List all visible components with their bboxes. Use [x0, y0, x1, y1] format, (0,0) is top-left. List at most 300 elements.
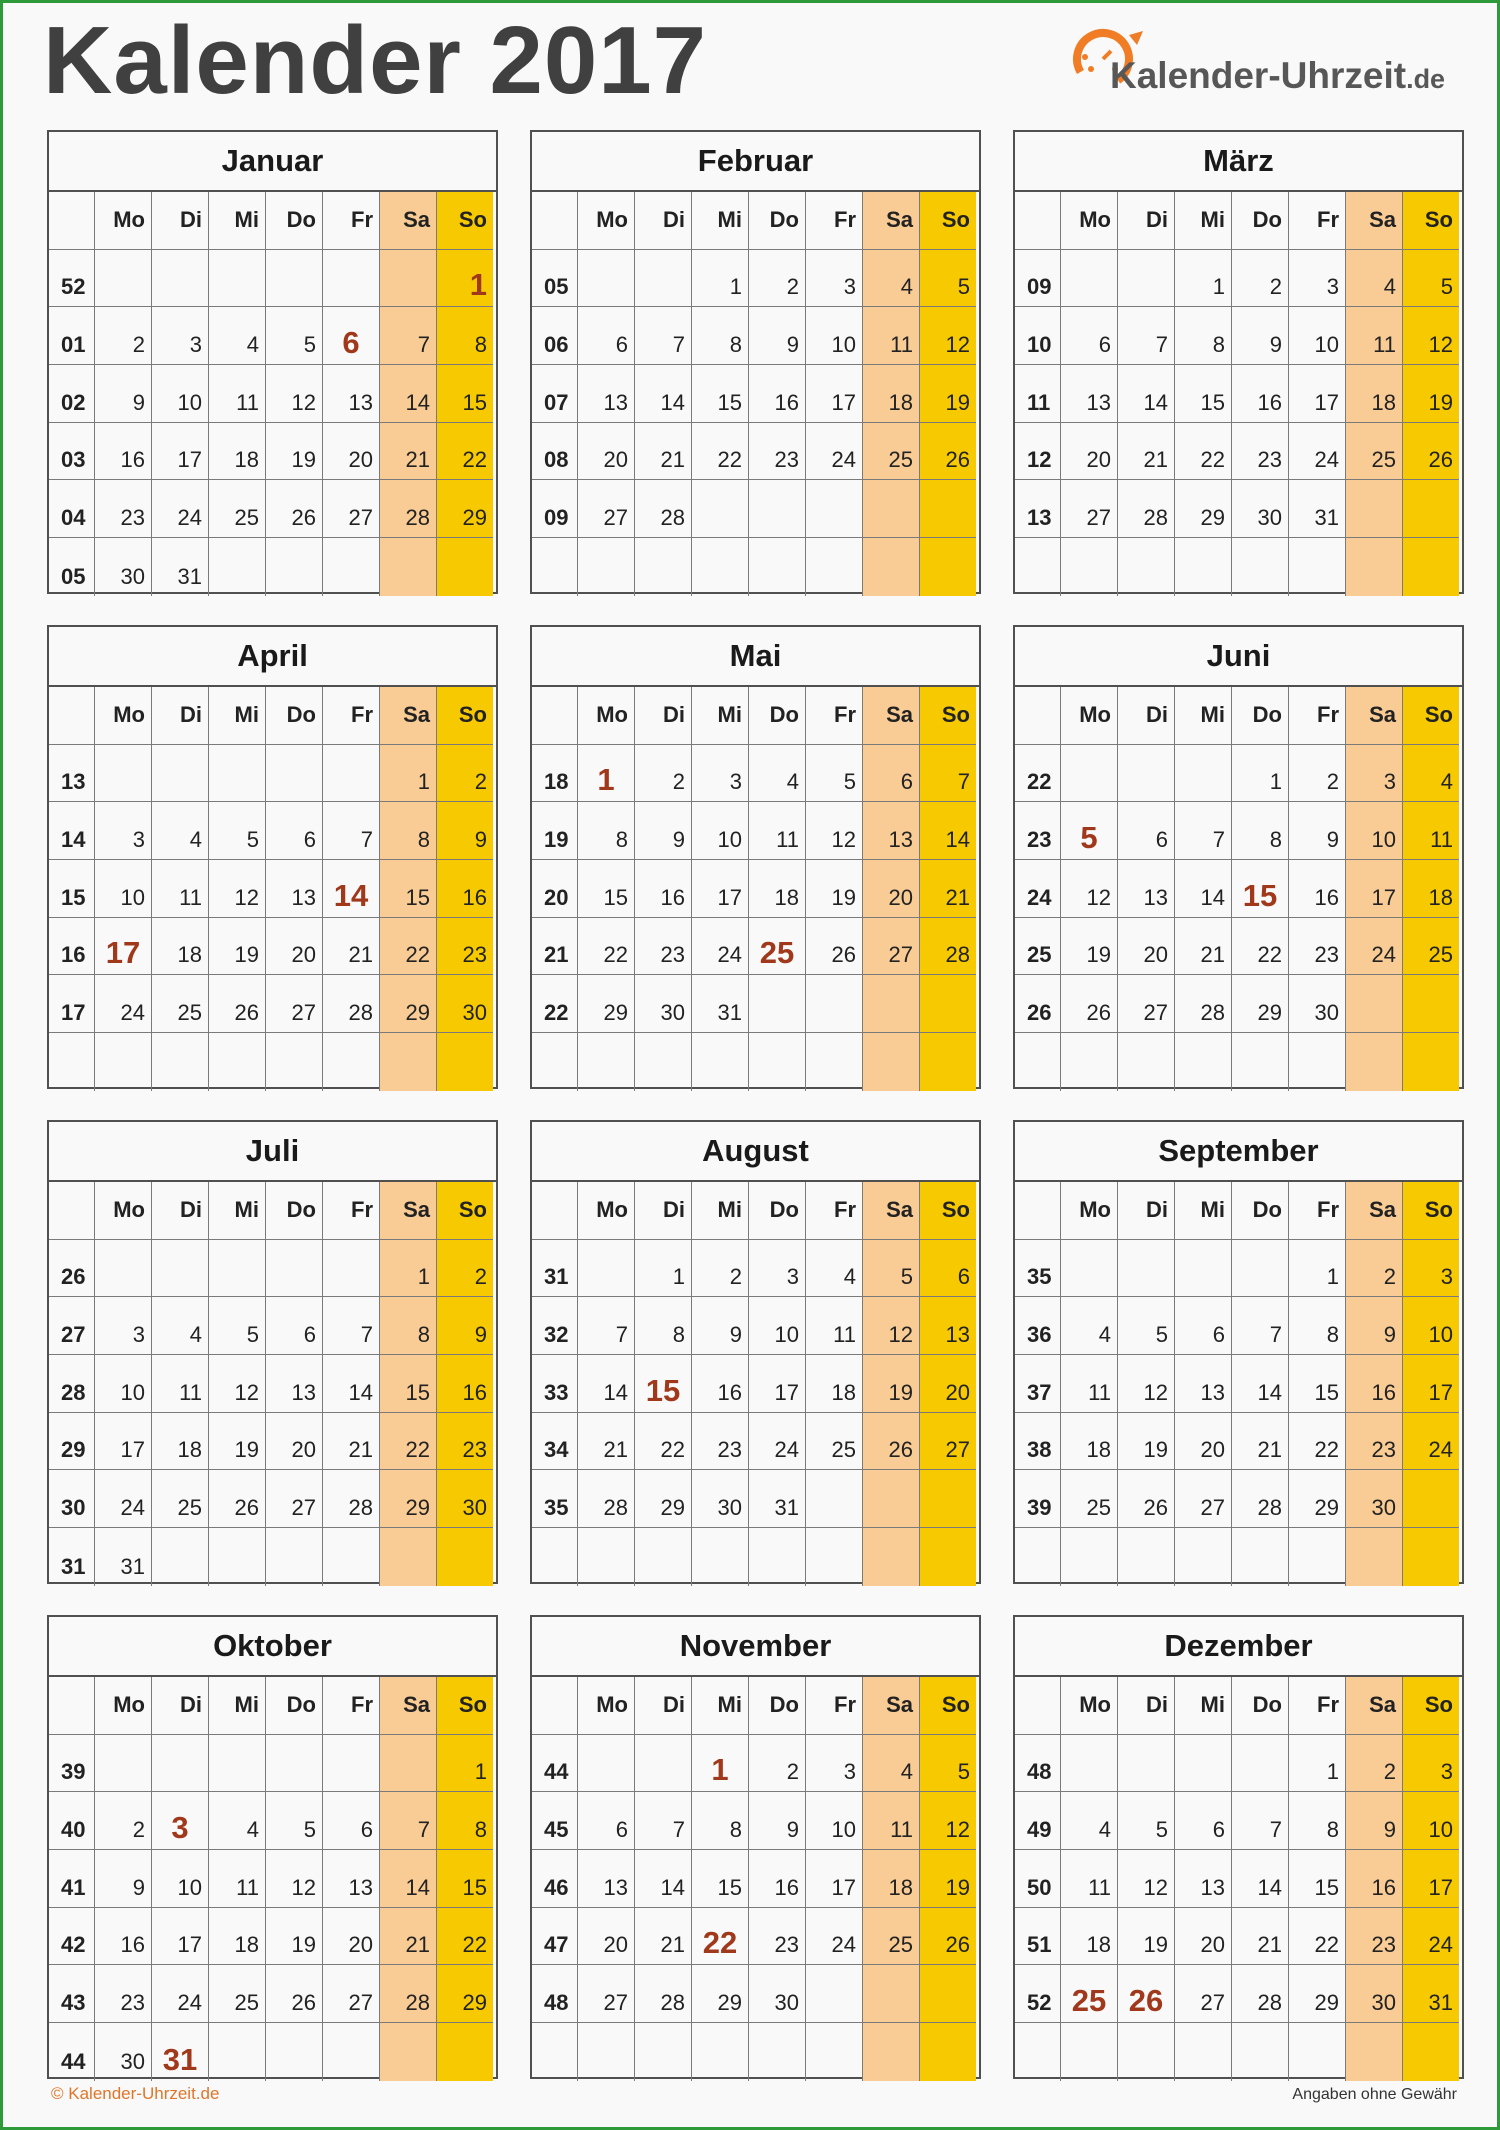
day-cell: 11 [209, 1850, 266, 1908]
day-cell: 2 [749, 250, 806, 308]
empty-day-cell [95, 1033, 152, 1091]
day-cell: 9 [437, 1297, 493, 1355]
day-cell: 6 [578, 1792, 635, 1850]
day-cell: 7 [380, 1792, 437, 1850]
empty-day-cell [692, 2023, 749, 2081]
day-cell: 24 [806, 1908, 863, 1966]
empty-day-cell [578, 250, 635, 308]
day-cell: 14 [380, 1850, 437, 1908]
week-number: 32 [532, 1297, 578, 1355]
week-number: 50 [1015, 1850, 1061, 1908]
empty-day-cell [1061, 538, 1118, 596]
empty-day-cell [1061, 1528, 1118, 1586]
month-grid [532, 1182, 979, 1584]
weekday-header: Do [749, 1677, 806, 1735]
week-number: 39 [1015, 1470, 1061, 1528]
empty-day-cell [806, 2023, 863, 2081]
day-cell: 17 [692, 860, 749, 918]
empty-day-cell [635, 2023, 692, 2081]
weekday-header: Fr [806, 687, 863, 745]
day-cell: 15 [1289, 1355, 1346, 1413]
day-cell: 26 [1403, 423, 1459, 481]
day-cell: 16 [1346, 1850, 1403, 1908]
day-cell: 28 [635, 1965, 692, 2023]
month-title: September [1015, 1122, 1462, 1182]
day-cell: 16 [692, 1355, 749, 1413]
month-block [47, 625, 498, 1089]
day-cell: 28 [380, 1965, 437, 2023]
day-cell: 18 [1403, 860, 1459, 918]
weekday-header: So [437, 1677, 493, 1735]
day-cell: 19 [1118, 1908, 1175, 1966]
day-cell: 24 [152, 1965, 209, 2023]
day-cell: 12 [209, 860, 266, 918]
week-number: 24 [1015, 860, 1061, 918]
day-cell: 30 [692, 1470, 749, 1528]
day-cell: 6 [1118, 802, 1175, 860]
week-header [532, 192, 578, 250]
day-cell: 9 [437, 802, 493, 860]
empty-day-cell [152, 1033, 209, 1091]
weekday-header: Do [266, 1677, 323, 1735]
weekday-header: Do [266, 192, 323, 250]
day-cell: 15 [380, 1355, 437, 1413]
day-cell: 27 [266, 975, 323, 1033]
day-cell: 14 [380, 365, 437, 423]
week-header [49, 1182, 95, 1240]
day-cell: 19 [266, 423, 323, 481]
day-cell: 25 [152, 975, 209, 1033]
day-cell: 2 [95, 1792, 152, 1850]
day-cell: 13 [323, 365, 380, 423]
day-cell: 13 [1118, 860, 1175, 918]
week-header [49, 192, 95, 250]
day-cell: 14 [635, 1850, 692, 1908]
day-cell: 8 [380, 1297, 437, 1355]
day-cell: 7 [323, 1297, 380, 1355]
day-cell: 7 [1175, 802, 1232, 860]
day-cell: 12 [1118, 1355, 1175, 1413]
day-cell: 24 [1346, 918, 1403, 976]
weekday-header: Sa [380, 192, 437, 250]
empty-day-cell [1289, 538, 1346, 596]
weekday-header: Mi [692, 1677, 749, 1735]
day-cell: 13 [578, 1850, 635, 1908]
day-cell: 26 [209, 1470, 266, 1528]
empty-day-cell [380, 1528, 437, 1586]
day-cell: 18 [1346, 365, 1403, 423]
week-number [1015, 538, 1061, 596]
month-grid [1015, 1182, 1462, 1584]
day-cell: 25 [152, 1470, 209, 1528]
day-cell: 20 [1175, 1908, 1232, 1966]
month-grid [532, 687, 979, 1089]
week-number: 45 [532, 1792, 578, 1850]
day-cell: 23 [749, 1908, 806, 1966]
empty-day-cell [806, 480, 863, 538]
day-cell: 5 [209, 802, 266, 860]
day-cell: 27 [578, 1965, 635, 2023]
day-cell: 31 [749, 1470, 806, 1528]
holiday-day-cell: 22 [692, 1908, 749, 1966]
day-cell: 8 [1289, 1792, 1346, 1850]
logo-wordmark[interactable]: Kalender-Uhrzeit.de [1110, 55, 1446, 96]
day-cell: 15 [380, 860, 437, 918]
day-cell: 24 [1289, 423, 1346, 481]
weekday-header: Di [635, 1677, 692, 1735]
day-cell: 30 [1346, 1470, 1403, 1528]
week-number: 38 [1015, 1413, 1061, 1471]
empty-day-cell [635, 1033, 692, 1091]
empty-day-cell [806, 538, 863, 596]
month-grid [49, 192, 496, 594]
empty-day-cell [209, 1033, 266, 1091]
empty-day-cell [323, 1033, 380, 1091]
day-cell: 27 [266, 1470, 323, 1528]
day-cell: 13 [920, 1297, 976, 1355]
week-number [532, 1528, 578, 1586]
day-cell: 22 [437, 1908, 493, 1966]
day-cell: 10 [1346, 802, 1403, 860]
day-cell: 24 [692, 918, 749, 976]
day-cell: 3 [152, 307, 209, 365]
day-cell: 30 [749, 1965, 806, 2023]
weekday-header: Mo [578, 192, 635, 250]
weekday-header: Mo [578, 687, 635, 745]
day-cell: 21 [1232, 1908, 1289, 1966]
day-cell: 29 [437, 480, 493, 538]
day-cell: 4 [1061, 1297, 1118, 1355]
holiday-day-cell: 1 [692, 1735, 749, 1793]
week-number: 22 [532, 975, 578, 1033]
weekday-header: So [437, 687, 493, 745]
day-cell: 13 [1175, 1355, 1232, 1413]
weekday-header: Mo [578, 1677, 635, 1735]
day-cell: 15 [692, 365, 749, 423]
empty-day-cell [749, 1528, 806, 1586]
day-cell: 20 [578, 423, 635, 481]
empty-day-cell [266, 745, 323, 803]
day-cell: 22 [1232, 918, 1289, 976]
empty-day-cell [152, 250, 209, 308]
week-number: 44 [532, 1735, 578, 1793]
week-number: 21 [532, 918, 578, 976]
day-cell: 16 [1232, 365, 1289, 423]
empty-day-cell [1403, 480, 1459, 538]
day-cell: 21 [920, 860, 976, 918]
day-cell: 14 [1175, 860, 1232, 918]
empty-day-cell [863, 2023, 920, 2081]
empty-day-cell [1175, 2023, 1232, 2081]
empty-day-cell [1118, 2023, 1175, 2081]
empty-day-cell [1118, 1735, 1175, 1793]
day-cell: 8 [692, 1792, 749, 1850]
day-cell: 29 [1175, 480, 1232, 538]
week-number: 44 [49, 2023, 95, 2081]
day-cell: 10 [152, 1850, 209, 1908]
empty-day-cell [380, 2023, 437, 2081]
day-cell: 18 [863, 1850, 920, 1908]
month-block [47, 1615, 498, 2079]
week-number: 43 [49, 1965, 95, 2023]
weekday-header: Mo [95, 192, 152, 250]
weekday-header: Mi [1175, 1182, 1232, 1240]
day-cell: 1 [1175, 250, 1232, 308]
weekday-header: Fr [1289, 1677, 1346, 1735]
day-cell: 22 [1289, 1413, 1346, 1471]
day-cell: 8 [437, 1792, 493, 1850]
week-number: 03 [49, 423, 95, 481]
empty-day-cell [806, 1033, 863, 1091]
day-cell: 10 [749, 1297, 806, 1355]
day-cell: 30 [437, 1470, 493, 1528]
empty-day-cell [209, 745, 266, 803]
empty-day-cell [749, 480, 806, 538]
weekday-header: Mi [1175, 687, 1232, 745]
day-cell: 1 [437, 1735, 493, 1793]
day-cell: 5 [1118, 1792, 1175, 1850]
weekday-header: Mo [95, 687, 152, 745]
empty-day-cell [437, 2023, 493, 2081]
empty-day-cell [1175, 1735, 1232, 1793]
empty-day-cell [920, 1470, 976, 1528]
weekday-header: Mi [209, 192, 266, 250]
weekday-header: Sa [863, 1677, 920, 1735]
day-cell: 23 [95, 1965, 152, 2023]
week-number: 41 [49, 1850, 95, 1908]
week-number: 29 [49, 1413, 95, 1471]
day-cell: 3 [692, 745, 749, 803]
weekday-header: Mo [95, 1182, 152, 1240]
week-number [49, 1033, 95, 1091]
day-cell: 29 [380, 1470, 437, 1528]
month-grid [1015, 192, 1462, 594]
day-cell: 21 [578, 1413, 635, 1471]
day-cell: 26 [266, 1965, 323, 2023]
week-number: 19 [532, 802, 578, 860]
empty-day-cell [806, 1528, 863, 1586]
month-block [47, 130, 498, 594]
month-title: August [532, 1122, 979, 1182]
day-cell: 17 [152, 423, 209, 481]
day-cell: 28 [635, 480, 692, 538]
empty-day-cell [95, 250, 152, 308]
day-cell: 23 [437, 918, 493, 976]
empty-day-cell [323, 2023, 380, 2081]
week-number: 27 [49, 1297, 95, 1355]
day-cell: 13 [266, 1355, 323, 1413]
day-cell: 28 [323, 1470, 380, 1528]
empty-day-cell [266, 1735, 323, 1793]
weekday-header: So [1403, 1182, 1459, 1240]
weekday-header: Do [1232, 1677, 1289, 1735]
empty-day-cell [578, 1735, 635, 1793]
weekday-header: Do [266, 687, 323, 745]
day-cell: 17 [806, 1850, 863, 1908]
day-cell: 19 [920, 1850, 976, 1908]
empty-day-cell [323, 250, 380, 308]
week-number: 13 [1015, 480, 1061, 538]
empty-day-cell [95, 745, 152, 803]
day-cell: 23 [749, 423, 806, 481]
day-cell: 27 [1118, 975, 1175, 1033]
holiday-day-cell: 5 [1061, 802, 1118, 860]
day-cell: 21 [635, 1908, 692, 1966]
empty-day-cell [380, 250, 437, 308]
day-cell: 19 [209, 1413, 266, 1471]
weekday-header: Di [152, 1677, 209, 1735]
day-cell: 9 [692, 1297, 749, 1355]
day-cell: 4 [209, 307, 266, 365]
day-cell: 21 [380, 1908, 437, 1966]
week-header [1015, 192, 1061, 250]
day-cell: 13 [266, 860, 323, 918]
empty-day-cell [323, 1240, 380, 1298]
day-cell: 22 [1175, 423, 1232, 481]
week-number: 13 [49, 745, 95, 803]
weekday-header: Di [152, 192, 209, 250]
day-cell: 18 [749, 860, 806, 918]
day-cell: 15 [1175, 365, 1232, 423]
day-cell: 18 [806, 1355, 863, 1413]
day-cell: 8 [1232, 802, 1289, 860]
weekday-header: Mi [209, 1182, 266, 1240]
empty-day-cell [1232, 1240, 1289, 1298]
day-cell: 25 [209, 480, 266, 538]
week-number: 02 [49, 365, 95, 423]
day-cell: 26 [920, 423, 976, 481]
weekday-header: Mo [1061, 687, 1118, 745]
month-grid [1015, 1677, 1462, 2079]
day-cell: 16 [437, 1355, 493, 1413]
day-cell: 21 [323, 918, 380, 976]
week-header [49, 687, 95, 745]
weekday-header: Sa [380, 1182, 437, 1240]
day-cell: 29 [635, 1470, 692, 1528]
day-cell: 26 [863, 1413, 920, 1471]
empty-day-cell [1403, 2023, 1459, 2081]
empty-day-cell [1232, 1033, 1289, 1091]
day-cell: 3 [806, 250, 863, 308]
day-cell: 1 [1289, 1240, 1346, 1298]
day-cell: 30 [437, 975, 493, 1033]
weekday-header: Mi [1175, 1677, 1232, 1735]
day-cell: 22 [578, 918, 635, 976]
week-number: 49 [1015, 1792, 1061, 1850]
day-cell: 7 [380, 307, 437, 365]
week-number: 31 [532, 1240, 578, 1298]
week-number: 22 [1015, 745, 1061, 803]
day-cell: 16 [1289, 860, 1346, 918]
weekday-header: Di [635, 192, 692, 250]
weekday-header: Di [1118, 192, 1175, 250]
day-cell: 11 [806, 1297, 863, 1355]
week-header [532, 1677, 578, 1735]
month-title: Juli [49, 1122, 496, 1182]
day-cell: 12 [806, 802, 863, 860]
empty-day-cell [1118, 538, 1175, 596]
day-cell: 6 [863, 745, 920, 803]
day-cell: 4 [806, 1240, 863, 1298]
day-cell: 8 [380, 802, 437, 860]
empty-day-cell [1232, 1735, 1289, 1793]
week-number: 52 [1015, 1965, 1061, 2023]
day-cell: 3 [806, 1735, 863, 1793]
day-cell: 17 [1403, 1355, 1459, 1413]
day-cell: 29 [1289, 1470, 1346, 1528]
month-title: April [49, 627, 496, 687]
day-cell: 16 [749, 365, 806, 423]
day-cell: 9 [95, 1850, 152, 1908]
weekday-header: Mi [1175, 192, 1232, 250]
day-cell: 9 [1346, 1792, 1403, 1850]
weekday-header: Mi [209, 687, 266, 745]
month-block [530, 625, 981, 1089]
week-number: 25 [1015, 918, 1061, 976]
day-cell: 24 [95, 975, 152, 1033]
month-title: Oktober [49, 1617, 496, 1677]
empty-day-cell [323, 538, 380, 596]
week-number: 26 [1015, 975, 1061, 1033]
day-cell: 13 [1061, 365, 1118, 423]
empty-day-cell [1403, 1033, 1459, 1091]
weekday-header: Sa [863, 687, 920, 745]
day-cell: 5 [1403, 250, 1459, 308]
day-cell: 24 [1403, 1413, 1459, 1471]
weekday-header: Mi [692, 192, 749, 250]
empty-day-cell [209, 1240, 266, 1298]
month-grid [1015, 687, 1462, 1089]
empty-day-cell [1403, 975, 1459, 1033]
empty-day-cell [152, 745, 209, 803]
day-cell: 31 [1289, 480, 1346, 538]
day-cell: 27 [1175, 1470, 1232, 1528]
week-number: 05 [49, 538, 95, 596]
weekday-header: Sa [1346, 192, 1403, 250]
day-cell: 10 [692, 802, 749, 860]
day-cell: 3 [1289, 250, 1346, 308]
holiday-day-cell: 3 [152, 1792, 209, 1850]
copyright-link[interactable]: © Kalender-Uhrzeit.de [51, 2084, 220, 2103]
day-cell: 4 [863, 250, 920, 308]
day-cell: 7 [323, 802, 380, 860]
week-number: 15 [49, 860, 95, 918]
weekday-header: Di [1118, 687, 1175, 745]
empty-day-cell [1346, 1033, 1403, 1091]
empty-day-cell [806, 1470, 863, 1528]
weekday-header: Mi [209, 1677, 266, 1735]
empty-day-cell [578, 538, 635, 596]
day-cell: 24 [1403, 1908, 1459, 1966]
day-cell: 18 [863, 365, 920, 423]
day-cell: 10 [806, 307, 863, 365]
week-number: 37 [1015, 1355, 1061, 1413]
weekday-header: Mo [578, 1182, 635, 1240]
empty-day-cell [920, 975, 976, 1033]
day-cell: 1 [380, 745, 437, 803]
week-number [532, 1033, 578, 1091]
weekday-header: Do [266, 1182, 323, 1240]
day-cell: 30 [95, 2023, 152, 2081]
weekday-header: So [1403, 192, 1459, 250]
weekday-header: Di [635, 1182, 692, 1240]
day-cell: 25 [1346, 423, 1403, 481]
holiday-day-cell: 25 [1061, 1965, 1118, 2023]
day-cell: 16 [95, 423, 152, 481]
holiday-day-cell: 6 [323, 307, 380, 365]
week-header [1015, 1677, 1061, 1735]
day-cell: 7 [635, 307, 692, 365]
